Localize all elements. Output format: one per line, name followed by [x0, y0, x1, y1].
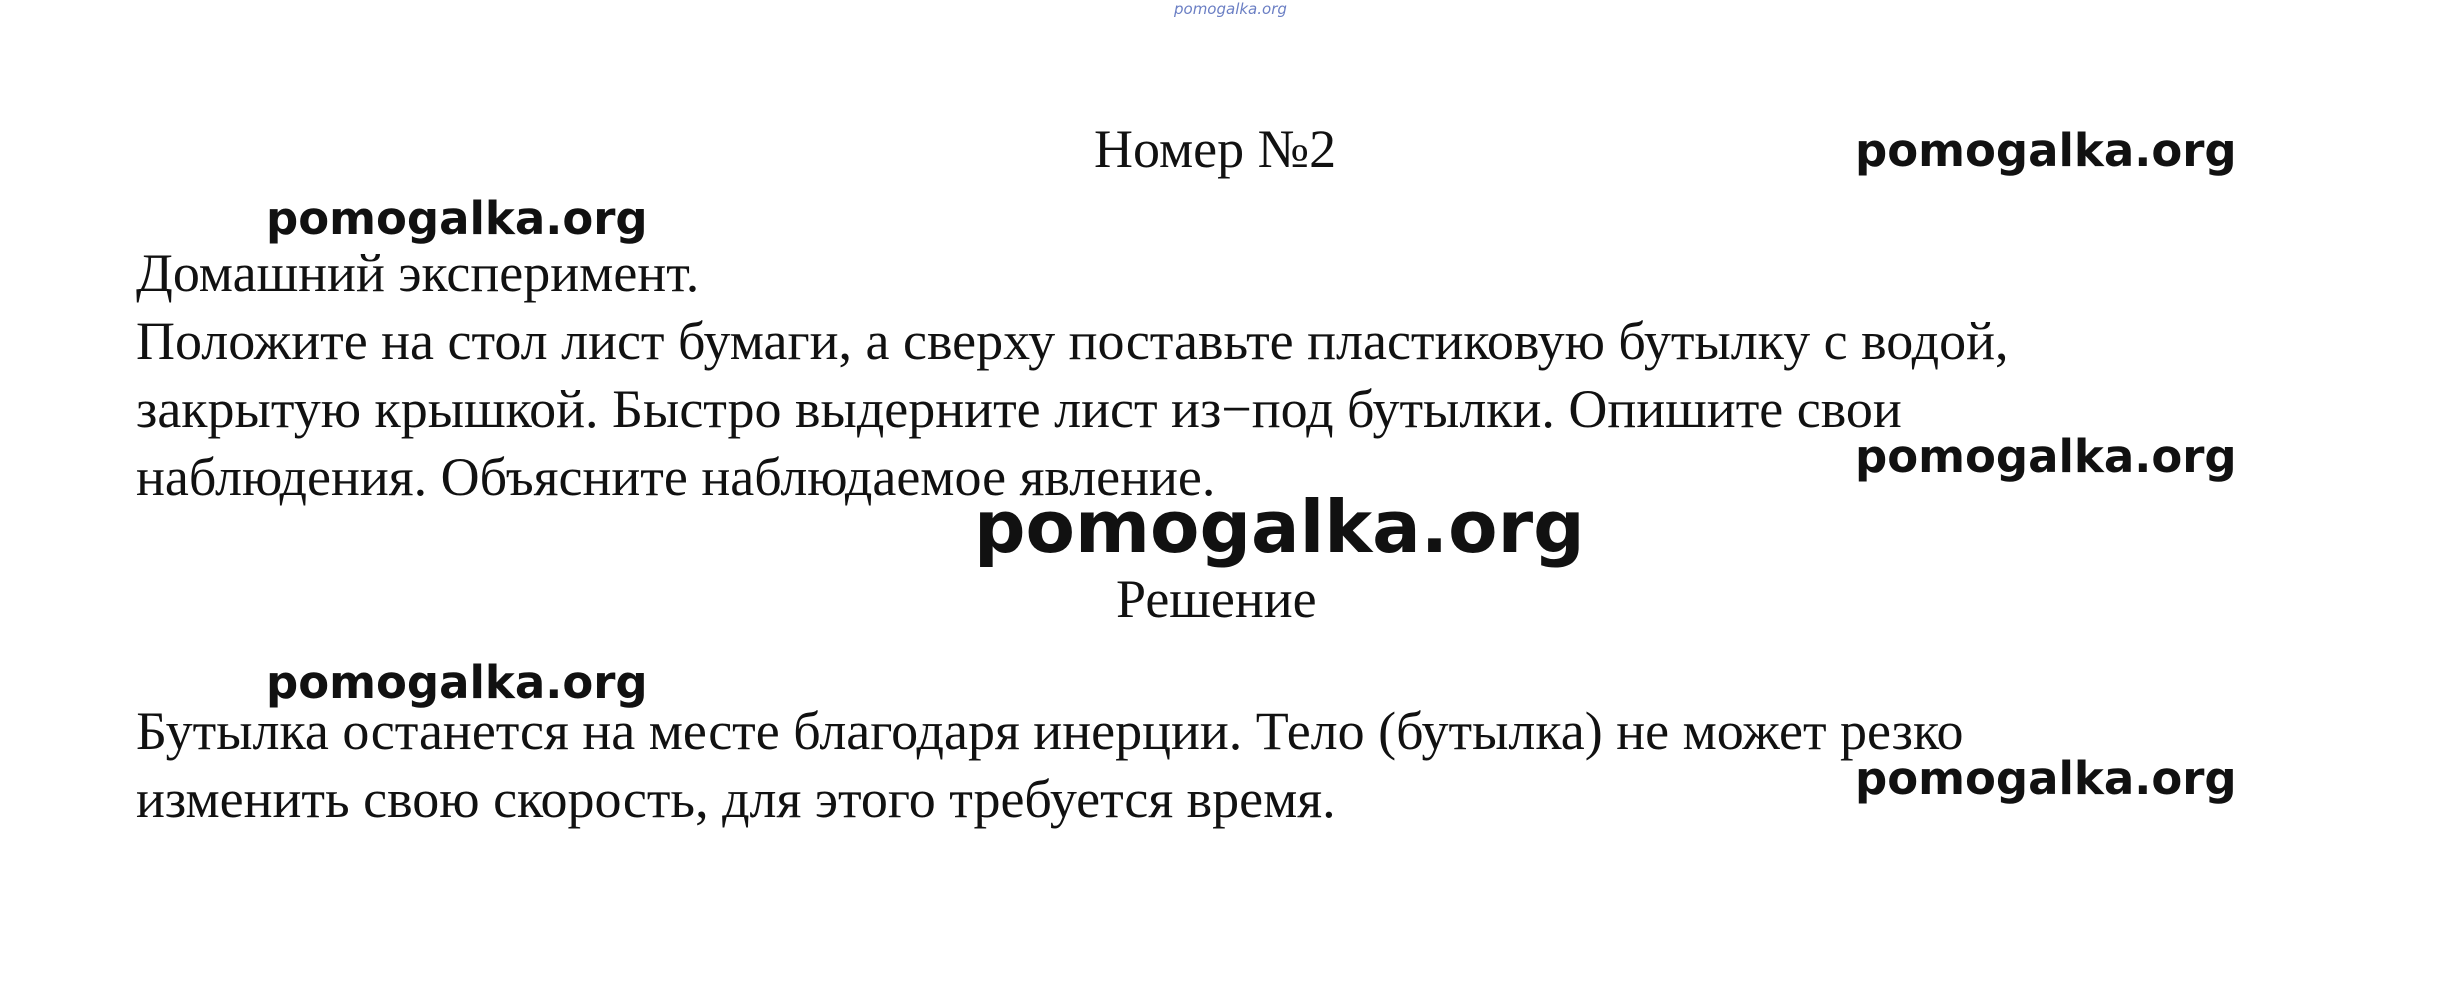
watermark-center-big: pomogalka.org [974, 485, 1585, 569]
watermark-left-1: pomogalka.org [266, 192, 648, 245]
watermark-right-bottom: pomogalka.org [1855, 752, 2237, 805]
problem-title: Номер №2 [1094, 119, 1337, 179]
watermark-right-middle: pomogalka.org [1855, 430, 2237, 483]
solution-heading: Решение [1116, 569, 1317, 629]
problem-line: Положите на стол лист бумаги, а сверху поставьте пластиковую бутылку с водой, [136, 311, 2009, 371]
solution-line: изменить свою скорость, для этого требуется время. [136, 769, 1336, 829]
watermark-top-right: pomogalka.org [1855, 124, 2237, 177]
site-link[interactable]: pomogalka.org [1174, 0, 1287, 18]
problem-line: закрытую крышкой. Быстро выдерните лист из−под бутылки. Опишите свои [136, 379, 1902, 439]
problem-subtitle: Домашний эксперимент. [136, 243, 700, 303]
watermark-left-2: pomogalka.org [266, 656, 648, 709]
solution-line: Бутылка останется на месте благодаря инерции. Тело (бутылка) не может резко [136, 701, 1964, 761]
problem-line: наблюдения. Объясните наблюдаемое явление. [136, 447, 1216, 507]
